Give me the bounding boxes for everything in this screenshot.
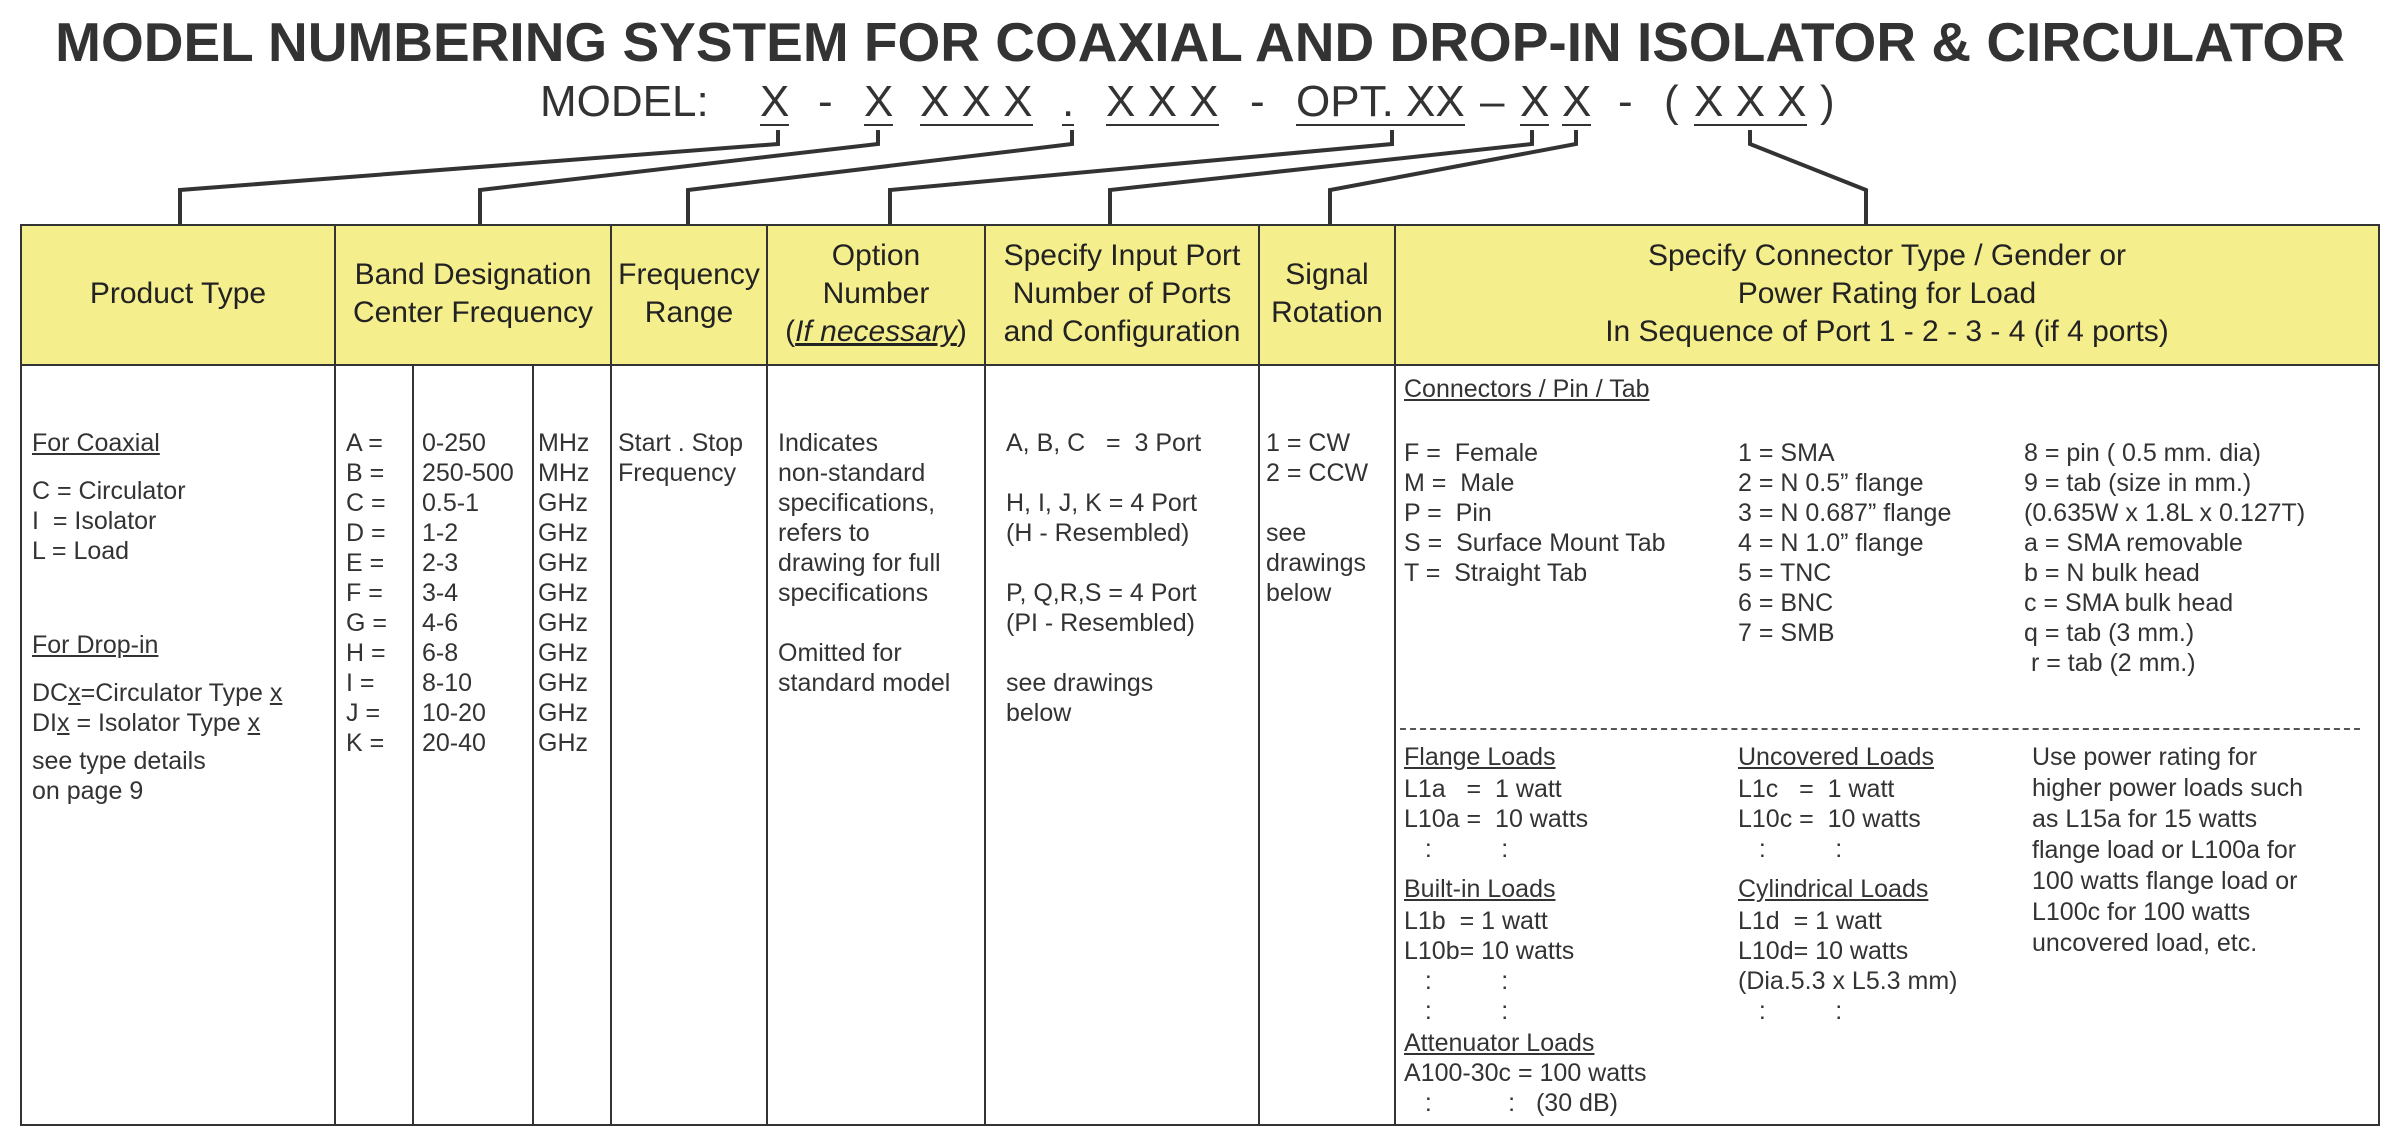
- option-number-line: non-standard: [778, 459, 926, 487]
- band-range: 0.5-1: [422, 489, 479, 517]
- model-paren: ): [1820, 77, 1835, 126]
- gender-item: S = Surface Mount Tab: [1404, 529, 1666, 557]
- header-signal-rotation: Signal Rotation: [1271, 258, 1383, 329]
- connector-extra-item: (0.635W x 1.8L x 0.127T): [2024, 499, 2306, 527]
- connector-extra-item: c = SMA bulk head: [2024, 589, 2234, 617]
- connector-extra-item: r = tab (2 mm.): [2024, 649, 2196, 677]
- builtin-load-item: : :: [1404, 997, 1509, 1025]
- model-type-placeholder: X: [760, 77, 790, 126]
- power-note-line: Use power rating for: [2032, 743, 2258, 771]
- model-band-placeholder: X: [864, 77, 894, 126]
- connector-line-connector: [1750, 130, 1866, 224]
- power-note-line: uncovered load, etc.: [2032, 929, 2258, 957]
- uncovered-load-item: L1c = 1 watt: [1738, 775, 1895, 803]
- header-band-designation: Band Designation Center Frequency: [352, 258, 594, 329]
- band-unit: GHz: [538, 729, 588, 757]
- band-unit: GHz: [538, 489, 588, 517]
- header-divider: [20, 364, 2380, 366]
- power-note-line: flange load or L100a for: [2032, 836, 2297, 864]
- ports-line: P, Q,R,S = 4 Port: [1006, 579, 1197, 607]
- ports-line: H, I, J, K = 4 Port: [1006, 489, 1198, 517]
- page-title: MODEL NUMBERING SYSTEM FOR COAXIAL AND DROP-IN ISOLATOR & CIRCULATOR: [55, 11, 2345, 73]
- uncovered-loads-heading: Uncovered Loads: [1738, 743, 1934, 771]
- rotation-line: drawings: [1266, 549, 1367, 577]
- connector-extra-item: a = SMA removable: [2024, 529, 2243, 557]
- builtin-load-item: L10b= 10 watts: [1404, 937, 1575, 965]
- band-range: 4-6: [422, 609, 459, 637]
- model-connector-placeholder: X X X: [1694, 77, 1807, 126]
- connector-type-item: 3 = N 0.687” flange: [1738, 499, 1952, 527]
- band-unit: GHz: [538, 609, 588, 637]
- connector-type-item: 6 = BNC: [1738, 589, 1834, 617]
- band-letter: J =: [346, 699, 381, 727]
- builtin-load-item: L1b = 1 watt: [1404, 907, 1548, 935]
- builtin-loads-heading: Built-in Loads: [1404, 875, 1556, 903]
- band-unit: GHz: [538, 519, 588, 547]
- connector-type-item: 4 = N 1.0” flange: [1738, 529, 1924, 557]
- flange-loads-heading: Flange Loads: [1404, 743, 1556, 771]
- rotation-line: below: [1266, 579, 1332, 607]
- connector-line-option: [890, 130, 1392, 224]
- ports-line: (H - Resembled): [1006, 519, 1190, 547]
- dashed-divider: [1400, 728, 2360, 730]
- band-letter: E =: [346, 549, 385, 577]
- model-label: MODEL:: [540, 77, 709, 126]
- ports-line: below: [1006, 699, 1072, 727]
- uncovered-load-item: L10c = 10 watts: [1738, 805, 1921, 833]
- band-unit: MHz: [538, 459, 590, 487]
- column-divider: [412, 364, 414, 1124]
- band-letter: H =: [346, 639, 386, 667]
- frequency-range-text: Frequency: [618, 459, 737, 487]
- rotation-line: 1 = CW: [1266, 429, 1351, 457]
- model-option-placeholder: OPT. XX: [1296, 77, 1465, 126]
- model-freq-stop-placeholder: X X X: [1106, 77, 1219, 126]
- coaxial-item: C = Circulator: [32, 477, 186, 505]
- header-product-type: Product Type: [89, 277, 267, 310]
- connector-extra-item: 8 = pin ( 0.5 mm. dia): [2024, 439, 2261, 467]
- band-unit: MHz: [538, 429, 590, 457]
- header-connector-type: Specify Connector Type / Gender or Power Rating for Load In Sequence of Port 1 - 2 - 3 - 4 (if 4 ports): [1605, 239, 2169, 348]
- connector-lines: [0, 0, 2400, 230]
- column-divider: [532, 364, 534, 1124]
- band-letter: G =: [346, 609, 387, 637]
- power-note-line: higher power loads such: [2032, 774, 2303, 802]
- header-option-number: Option Number (If necessary): [785, 239, 967, 348]
- attenuator-loads-heading: Attenuator Loads: [1404, 1029, 1595, 1057]
- cylindrical-load-item: (Dia.5.3 x L5.3 mm): [1738, 967, 1958, 995]
- model-dash: –: [1480, 77, 1505, 126]
- frequency-range-text: Start . Stop: [618, 429, 744, 457]
- option-number-line: Indicates: [778, 429, 879, 457]
- band-range: 10-20: [422, 699, 486, 727]
- gender-item: T = Straight Tab: [1404, 559, 1588, 587]
- connector-line-rotation: [1330, 130, 1576, 224]
- band-range: 250-500: [422, 459, 514, 487]
- cylindrical-load-item: L1d = 1 watt: [1738, 907, 1882, 935]
- flange-load-item: L10a = 10 watts: [1404, 805, 1589, 833]
- option-number-line: specifications,: [778, 489, 936, 517]
- model-ports-placeholder: X: [1520, 77, 1550, 126]
- band-letter: K =: [346, 729, 385, 757]
- gender-item: P = Pin: [1404, 499, 1492, 527]
- band-range: 20-40: [422, 729, 486, 757]
- header-frequency-range: Frequency Range: [618, 258, 760, 329]
- uncovered-load-item: : :: [1738, 835, 1843, 863]
- band-unit: GHz: [538, 579, 588, 607]
- band-letter: C =: [346, 489, 386, 517]
- band-range: 0-250: [422, 429, 486, 457]
- connector-type-item: 2 = N 0.5” flange: [1738, 469, 1924, 497]
- coaxial-item: L = Load: [32, 537, 130, 565]
- band-range: 6-8: [422, 639, 459, 667]
- power-note-line: as L15a for 15 watts: [2032, 805, 2258, 833]
- cylindrical-load-item: L10d= 10 watts: [1738, 937, 1909, 965]
- dropin-heading: For Drop-in: [32, 631, 159, 659]
- connector-line-band: [480, 130, 878, 224]
- connector-type-item: 7 = SMB: [1738, 619, 1835, 647]
- model-dash: -: [818, 77, 833, 126]
- band-range: 1-2: [422, 519, 459, 547]
- band-letter: B =: [346, 459, 385, 487]
- band-letter: A =: [346, 429, 383, 457]
- rotation-line: 2 = CCW: [1266, 459, 1369, 487]
- model-dash: -: [1618, 77, 1633, 126]
- dropin-item: DCx=Circulator Type x: [32, 679, 283, 707]
- connector-type-item: 1 = SMA: [1738, 439, 1835, 467]
- option-number-line: drawing for full: [778, 549, 941, 577]
- gender-item: M = Male: [1404, 469, 1515, 497]
- ports-line: see drawings: [1006, 669, 1154, 697]
- ports-line: A, B, C = 3 Port: [1006, 429, 1202, 457]
- rotation-line: see: [1266, 519, 1307, 547]
- band-range: 3-4: [422, 579, 459, 607]
- connector-extra-item: b = N bulk head: [2024, 559, 2200, 587]
- attenuator-load-item: A100-30c = 100 watts: [1404, 1059, 1647, 1087]
- dropin-note: see type details: [32, 747, 206, 775]
- dropin-note: on page 9: [32, 777, 144, 805]
- flange-load-item: L1a = 1 watt: [1404, 775, 1562, 803]
- model-paren: (: [1664, 77, 1679, 126]
- band-unit: GHz: [538, 699, 588, 727]
- model-dot: .: [1062, 77, 1075, 126]
- band-unit: GHz: [538, 639, 588, 667]
- coaxial-item: I = Isolator: [32, 507, 157, 535]
- option-number-line: standard model: [778, 669, 951, 697]
- power-note-line: L100c for 100 watts: [2032, 898, 2251, 926]
- connector-extra-item: 9 = tab (size in mm.): [2024, 469, 2252, 497]
- ports-line: (PI - Resembled): [1006, 609, 1195, 637]
- model-freq-start-placeholder: X X X: [920, 77, 1033, 126]
- header-input-port: Specify Input Port Number of Ports and Configuration: [1003, 239, 1241, 348]
- builtin-load-item: : :: [1404, 967, 1509, 995]
- band-letter: F =: [346, 579, 383, 607]
- dropin-item: DIx = Isolator Type x: [32, 709, 261, 737]
- connectors-heading: Connectors / Pin / Tab: [1404, 375, 1650, 403]
- option-number-line: Omitted for: [778, 639, 902, 667]
- connector-extra-item: q = tab (3 mm.): [2024, 619, 2195, 647]
- connector-type-item: 5 = TNC: [1738, 559, 1832, 587]
- band-range: 8-10: [422, 669, 473, 697]
- option-number-line: specifications: [778, 579, 929, 607]
- model-dash: -: [1250, 77, 1265, 126]
- connector-line-ports: [1110, 130, 1532, 224]
- model-rotation-placeholder: X: [1562, 77, 1592, 126]
- coaxial-heading: For Coaxial: [32, 429, 160, 457]
- power-note-line: 100 watts flange load or: [2032, 867, 2298, 895]
- band-letter: I =: [346, 669, 375, 697]
- flange-load-item: : :: [1404, 835, 1509, 863]
- cylindrical-load-item: : :: [1738, 997, 1843, 1025]
- band-range: 2-3: [422, 549, 459, 577]
- band-letter: D =: [346, 519, 386, 547]
- attenuator-load-item: : : (30 dB): [1404, 1089, 1618, 1117]
- cylindrical-loads-heading: Cylindrical Loads: [1738, 875, 1929, 903]
- option-number-line: refers to: [778, 519, 870, 547]
- band-unit: GHz: [538, 669, 588, 697]
- gender-item: F = Female: [1404, 439, 1539, 467]
- band-unit: GHz: [538, 549, 588, 577]
